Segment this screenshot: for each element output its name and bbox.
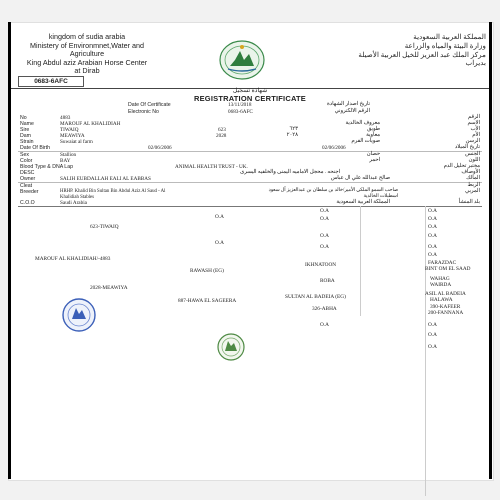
owner-label-en: Owner: [20, 176, 36, 182]
breeder-label-en: Breeder: [20, 189, 39, 195]
pedigree-col4: WAHAG: [430, 276, 450, 282]
pedigree-col4: ASIL AL BADEIA: [425, 291, 466, 297]
coo-label-ar: بلد المنشأ: [458, 199, 480, 205]
breeder-value-line2: Khalidiah Stables: [60, 195, 94, 200]
field-label-ar-name: الاسم: [467, 120, 480, 126]
dob-label-ar: تاريخ الميلاد: [454, 144, 480, 150]
blood-value: ANIMAL HEALTH TRUST - UK.: [175, 164, 248, 170]
pedigree-dam: 2028-MEAWIYA: [90, 285, 128, 291]
coo-value-ar: المملكة العربية السعودية: [336, 199, 390, 205]
field-value-ar-name: معروف الخالدية: [345, 120, 380, 126]
right-border: [489, 22, 492, 479]
pedigree-oa: O.A: [215, 214, 224, 220]
desc-label-ar: الأوصاف: [461, 169, 480, 175]
pedigree-col3: ROBA: [320, 278, 335, 284]
field-label-ar-sire: الأب: [470, 126, 480, 132]
dob-divider: [18, 151, 482, 152]
coo-value: Saudi Arabia: [60, 200, 87, 206]
cleat-label-en: Cleat: [20, 183, 33, 189]
field-num-ar-sire: ٦٢٣: [289, 126, 298, 132]
kaahc-seal-icon: [215, 332, 247, 362]
pedigree-col3: SULTAN AL BADEIA (EG): [285, 294, 346, 300]
pedigree-oa: O.A: [428, 233, 437, 239]
kaahc-seal-icon: [60, 297, 98, 333]
pedigree-column-line: [360, 206, 361, 316]
header-ar-line: بديراب: [465, 59, 486, 68]
header-en-line: Ministery of Environmnet,Water and: [30, 40, 144, 50]
pedigree-oa: O.A: [428, 208, 437, 214]
field-label-name: Name: [20, 121, 34, 127]
owner-label-ar: المالك: [466, 175, 480, 181]
pedigree-dam-dam: 887-HAWA EL SAGEERA: [178, 298, 237, 304]
pedigree-oa: O.A: [320, 208, 329, 214]
owner-value-ar: صالح عبدالله علي ال عباس: [330, 175, 390, 181]
field-num-dam: 2028: [216, 133, 227, 139]
title-english: REGISTRATION CERTIFICATE: [193, 94, 307, 103]
field-value-strain: Suwaiat al farm: [60, 139, 93, 145]
header-en-line: King Abdul aziz Arabian Horse Center: [26, 57, 148, 67]
color-label-en: Color: [20, 158, 33, 164]
pedigree-oa: O.A: [320, 233, 329, 239]
pedigree-col4: BINT OM EL SAAD: [425, 266, 471, 272]
pedigree-oa: O.A: [428, 252, 437, 258]
header-english: [12, 33, 162, 76]
pedigree-col4: HALAWA: [430, 297, 453, 303]
header-en-line: kingdom of sudia arabia: [48, 32, 126, 41]
date-label-ar: تاريخ اصدار الشهادة: [327, 101, 370, 107]
desc-value-ar: اجنحه . محجل الاماميه اليمنى والخلفيه اليسرى: [240, 169, 340, 175]
pedigree-sire: 623-TIWAIQ: [90, 224, 119, 230]
pedigree-oa: O.A: [320, 244, 329, 250]
date-value: 13/11/2018: [228, 102, 252, 108]
field-label-sire: Sire: [20, 127, 30, 133]
header-arabic: [318, 33, 486, 68]
field-label-ar-dam: الأم: [472, 132, 480, 138]
pedigree-col3: IKHNATOON: [305, 262, 337, 268]
field-value-ar-dam: معاوية: [366, 132, 380, 138]
owner-divider: [18, 182, 482, 183]
field-label-ar-no: الرقم: [467, 114, 480, 120]
dob-label-en: Date Of Birth: [20, 145, 50, 151]
desc-label-en: DESC: [20, 170, 35, 176]
pedigree-oa: O.A: [428, 332, 437, 338]
header-ar-line: وزارة البيئة والمياه والزراعة: [404, 41, 486, 50]
field-value-no: 4883: [60, 115, 71, 121]
pedigree-column-line: [425, 206, 426, 496]
electronic-value: 0683-6AFC: [228, 109, 253, 115]
cleat-label-ar: الربط: [467, 182, 480, 188]
blood-label-en: Blood Type & DNA Lap: [20, 164, 73, 170]
field-label-strain: Strain: [20, 139, 34, 145]
breeder-value-ar-line1: صاحب السمو الملكي الأمير/خالد بن سلطان بن عبدالعزيز آل سعود: [268, 188, 398, 193]
field-num-ar-dam: ٢٠٢٨: [286, 132, 298, 138]
pedigree-sire-dam: RAWASH (EG): [190, 268, 224, 274]
header-ar-line: المملكة العربية السعودية: [413, 33, 486, 41]
header-ar-line: مركز الملك عبد العزيز للخيل العربية الأصيلة: [358, 50, 486, 59]
blood-label-ar: مختبر تحليل الدم: [443, 163, 480, 169]
breeder-value-line1: HRHP. Khalid Bin Sultan Bin Abdul Aziz Al Saud - Al: [60, 189, 166, 194]
field-label-dam: Dam: [20, 133, 31, 139]
sex-label-ar: الجنس: [465, 151, 480, 157]
coo-label-en: C.O.O: [20, 200, 35, 206]
breeder-value-ar-line2: اسطبلات الخالدية: [363, 194, 398, 199]
sex-label-en: Sex: [20, 152, 29, 158]
field-label-no: No: [20, 115, 27, 121]
color-value-ar: احمر: [369, 157, 380, 163]
dob-value-ar: 02/06/2006: [322, 145, 346, 151]
field-value-ar-sire: طويق: [367, 126, 380, 132]
dob-value: 02/06/2006: [148, 145, 172, 151]
field-num-sire: 623: [218, 127, 226, 133]
header-en-line: Agriculture: [69, 49, 105, 59]
field-value-sire: TIWAIQ: [60, 127, 79, 133]
header-en-line: at Dirab: [74, 66, 100, 76]
breeder-label-ar: المربي: [465, 188, 480, 194]
pedigree-col4: 390-KAFEER: [430, 304, 461, 310]
pedigree-oa: O.A: [428, 322, 437, 328]
left-border: [8, 22, 11, 479]
pedigree-oa: O.A: [428, 344, 437, 350]
field-value-ar-strain: صويات الفرم: [351, 138, 380, 144]
pedigree-subject: MAROUF AL KHALIDIAH/-4883: [35, 256, 111, 262]
pedigree-oa: O.A: [320, 322, 329, 328]
ministry-emblem-icon: [216, 38, 268, 82]
pedigree-col3: 326-ABHA: [312, 306, 337, 312]
color-value: BAY: [60, 158, 71, 164]
sex-value-ar: حصان: [366, 151, 380, 157]
reg-code-box: 0683-6AFC: [18, 76, 84, 87]
title-arabic: شهادة تسجيل: [232, 88, 268, 94]
electronic-label-ar: الرقم الالكتروني: [334, 108, 370, 114]
field-value-dam: MEAWIYA: [60, 133, 85, 139]
field-value-name: MAROUF AL KHALIDIAH: [60, 121, 121, 127]
pedigree-col4: FARAZDAC: [428, 260, 457, 266]
pedigree-oa: O.A: [428, 224, 437, 230]
sex-value: Stallion: [60, 152, 77, 158]
pedigree-oa: O.A: [428, 216, 437, 222]
color-label-ar: اللون: [468, 157, 480, 163]
pedigree-oa: O.A: [428, 244, 437, 250]
pedigree-oa: O.A: [215, 240, 224, 246]
field-label-ar-strain: الرسن: [465, 138, 480, 144]
pedigree-oa: O.A: [320, 216, 329, 222]
pedigree-col4: WAIRDA: [430, 282, 452, 288]
date-label-en: Date Of Certificate: [128, 102, 171, 108]
pedigree-divider: [18, 206, 482, 207]
pedigree-col4: 200-FANNANA: [428, 310, 464, 316]
owner-value: SALIH EUBDALLAH EALI AL EABBAS: [60, 176, 151, 182]
electronic-label-en: Electronic No: [128, 109, 159, 115]
